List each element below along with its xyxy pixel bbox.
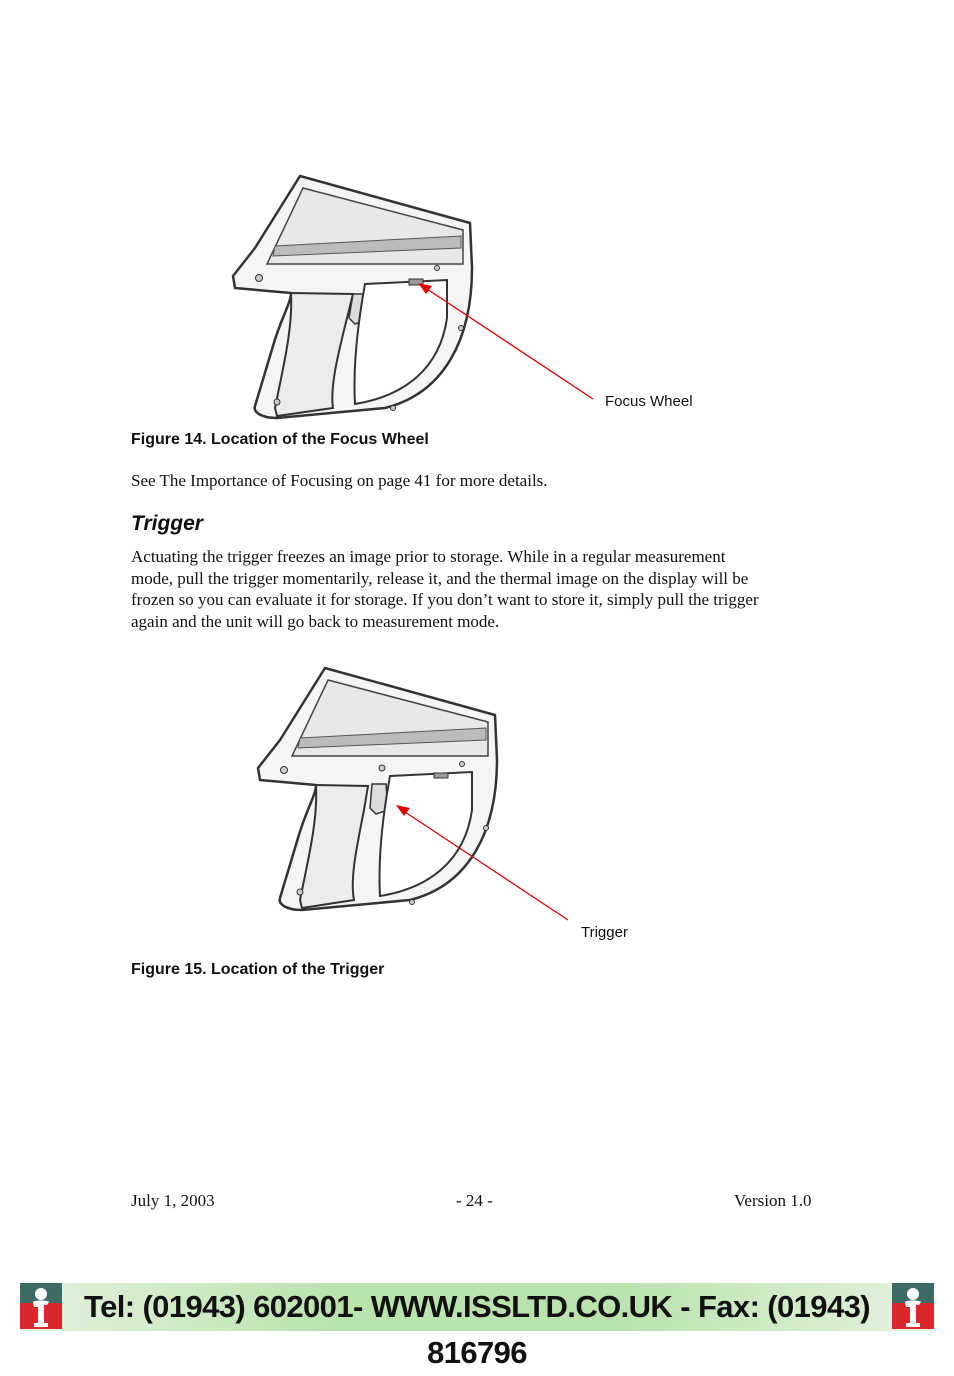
paragraph-line: again and the unit will go back to measurement mode. xyxy=(131,611,500,631)
footer-page-number: - 24 - xyxy=(456,1191,493,1210)
footer-date: July 1, 2003 xyxy=(131,1191,215,1210)
contact-banner-text: Tel: (01943) 602001- WWW.ISSLTD.CO.UK - Fax: (01943) 816796 xyxy=(84,1289,870,1370)
info-person-icon xyxy=(892,1283,934,1329)
paragraph-line: Actuating the trigger freezes an image prior to storage. While in a regular measurement xyxy=(131,547,726,566)
reference-text: See The Importance of Focusing on page 41 for more details. xyxy=(131,471,548,490)
footer-version: Version 1.0 xyxy=(734,1191,812,1210)
trigger-paragraph xyxy=(131,546,831,632)
paragraph-line: mode, pull the trigger momentarily, release it, and the thermal image on the display will be xyxy=(131,568,749,588)
trigger-label: Trigger xyxy=(581,924,628,941)
section-heading-trigger: Trigger xyxy=(131,512,203,535)
figure-15-caption: Figure 15. Location of the Trigger xyxy=(131,961,385,978)
info-person-icon xyxy=(20,1283,62,1329)
paragraph-line: frozen so you can evaluate it for storage. If you don’t want to store it, simply pull the trigger xyxy=(131,590,759,609)
figure-14-pointer-arrow xyxy=(410,278,600,403)
figure-15-pointer-arrow xyxy=(390,800,575,925)
figure-14-caption: Figure 14. Location of the Focus Wheel xyxy=(131,431,429,448)
focus-wheel-label: Focus Wheel xyxy=(605,393,693,410)
